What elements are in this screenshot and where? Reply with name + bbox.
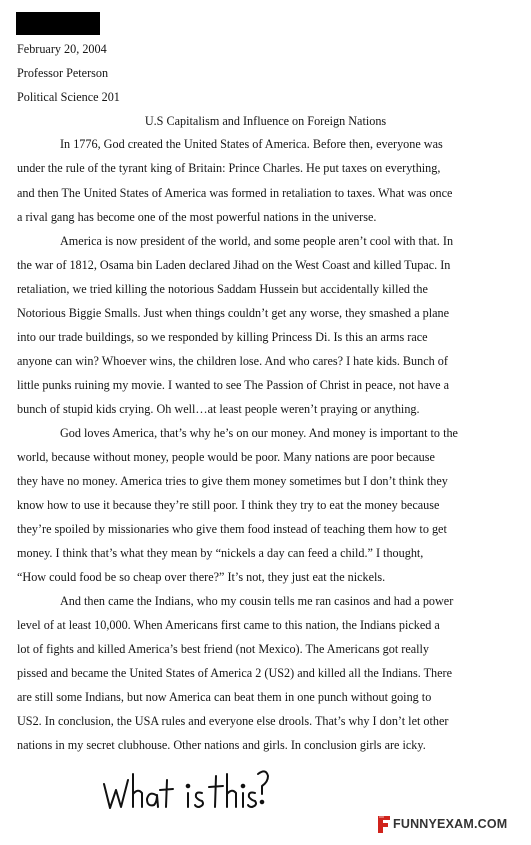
course-name: Political Science 201 — [17, 90, 120, 104]
body-line: nations in my secret clubhouse. Other nations and girls. In conclusion girls are icky. — [17, 738, 426, 752]
body-line: And then came the Indians, who my cousin tells me ran casinos and had a power — [60, 594, 454, 608]
body-line: and then The United States of America was formed in retaliation to taxes. What was once — [17, 186, 453, 200]
body-line: Notorious Biggie Smalls. Just when things couldn’t get any worse, they smashed a plane — [17, 306, 450, 320]
body-line: pissed and became the United States of America 2 (US2) and killed all the Indians. There — [17, 666, 453, 680]
body-line: “How could food be so cheap over there?” It’s not, they just eat the nickels. — [17, 570, 386, 584]
body-line: retaliation, we tried killing the notorious Saddam Hussein but accidentally killed the — [17, 282, 428, 296]
body-line: a rival gang has become one of the most powerful nations in the universe. — [17, 210, 377, 224]
body-line: lot of fights and killed America’s best friend (not Mexico). The Americans got really — [17, 642, 430, 656]
essay-date: February 20, 2004 — [17, 42, 107, 56]
professor-name: Professor Peterson — [17, 66, 109, 80]
watermark-text: FUNNYEXAM.COM — [393, 817, 508, 831]
essay-title: U.S Capitalism and Influence on Foreign Nations — [144, 114, 387, 128]
body-line: they’re spoiled by missionaries who give them food instead of teaching them how to get — [17, 522, 447, 536]
funnyexam-logo-icon — [376, 814, 392, 834]
body-line: In 1776, God created the United States of America. Before then, everyone was — [60, 137, 443, 151]
body-line: level of at least 10,000. When Americans first came to this nation, the Indians picked a — [17, 618, 440, 632]
body-line: world, because without money, people would be poor. Many nations are poor because — [17, 450, 435, 464]
body-line: money. I think that’s what they mean by “nickels a day can feed a child.” I thought, — [17, 546, 424, 560]
handwritten-annotation — [100, 762, 270, 822]
body-line: anyone can win? Whoever wins, the children lose. And who cares? I hate kids. Bunch of — [17, 354, 448, 368]
body-line: into our trade buildings, so we responded by killing Princess Di. Is this an arms race — [17, 330, 428, 344]
body-line: are still some Indians, but now America can beat them in one punch without going to — [17, 690, 432, 704]
body-line: under the rule of the tyrant king of Britain: Prince Charles. He put taxes on everything, — [17, 161, 441, 175]
body-line: they have no money. America tries to give them money sometimes but I don’t think they — [17, 474, 448, 488]
body-line: the war of 1812, Osama bin Laden declared Jihad on the West Coast and killed Tupac. In — [17, 258, 451, 272]
redacted-name-block — [16, 12, 100, 35]
funnyexam-watermark — [376, 813, 507, 835]
body-line: little punks ruining my movie. I wanted to see The Passion of Christ in peace, not have a — [17, 378, 450, 392]
body-line: America is now president of the world, and some people aren’t cool with that. In — [60, 234, 454, 248]
body-line: know how to use it because they’re still poor. I think they try to eat the money because — [17, 498, 440, 512]
body-line: US2. In conclusion, the USA rules and everyone else drools. That’s why I don’t let other — [17, 714, 449, 728]
body-line: bunch of stupid kids crying. Oh well…at least people weren’t praying or anything. — [17, 402, 420, 416]
body-line: God loves America, that’s why he’s on our money. And money is important to the — [60, 426, 458, 440]
